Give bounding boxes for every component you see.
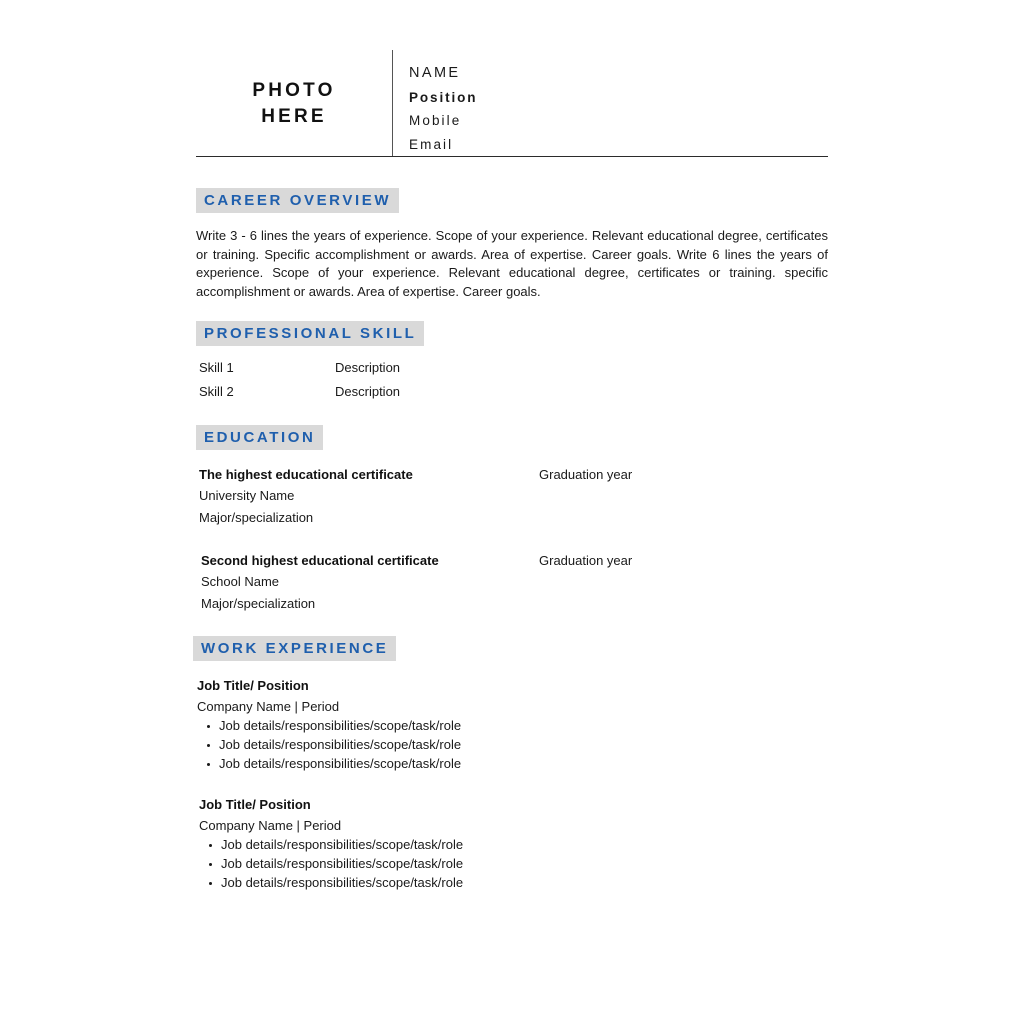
contact-block bbox=[409, 62, 809, 156]
resume-header bbox=[196, 50, 828, 157]
skill-description: Description bbox=[335, 360, 401, 375]
education-entry bbox=[199, 464, 799, 529]
section-heading-education: EDUCATION bbox=[196, 425, 323, 450]
section-heading-career-overview: CAREER OVERVIEW bbox=[196, 188, 399, 213]
photo-placeholder-line2: HERE bbox=[261, 105, 327, 127]
photo-placeholder-line1: PHOTO bbox=[252, 79, 336, 101]
section-heading-professional-skill: PROFESSIONAL SKILL bbox=[196, 321, 424, 346]
education-institution: School Name bbox=[201, 574, 280, 589]
education-major: Major/specialization bbox=[199, 510, 314, 525]
candidate-email: Email bbox=[409, 136, 454, 152]
job-detail-list bbox=[199, 836, 799, 892]
work-experience-entry bbox=[197, 675, 797, 773]
job-detail-item: Job details/responsibilities/scope/task/role bbox=[219, 736, 797, 755]
section-heading-work-experience: WORK EXPERIENCE bbox=[193, 636, 396, 661]
skill-name: Skill 2 bbox=[199, 384, 234, 399]
professional-skill-list bbox=[199, 360, 629, 408]
job-title: Job Title/ Position bbox=[199, 797, 311, 812]
job-detail-list bbox=[197, 717, 797, 773]
job-detail-item: Job details/responsibilities/scope/task/role bbox=[221, 836, 799, 855]
header-horizontal-rule bbox=[196, 156, 828, 157]
job-title: Job Title/ Position bbox=[197, 678, 309, 693]
job-detail-item: Job details/responsibilities/scope/task/role bbox=[219, 755, 797, 774]
work-experience-entry bbox=[199, 794, 799, 892]
education-certificate-title: Second highest educational certificate bbox=[201, 553, 439, 568]
candidate-position: Position bbox=[409, 89, 478, 105]
skill-row bbox=[199, 384, 629, 408]
career-overview-body: Write 3 - 6 lines the years of experience. Scope of your experience. Relevant educational degree, certificates or training. Specific accomplishment or awards. Area of expertise. Career goals. Write 6 lines the years of experience. Scope of your experience. Relevant educational degree, certificates or training. specific accomplishment or awards. Area of expertise. Career goals. bbox=[196, 228, 828, 299]
header-vertical-divider bbox=[392, 50, 393, 157]
skill-name: Skill 1 bbox=[199, 360, 234, 375]
candidate-name: NAME bbox=[409, 65, 461, 81]
education-graduation-year: Graduation year bbox=[539, 467, 633, 482]
photo-placeholder[interactable] bbox=[196, 50, 392, 157]
education-certificate-title: The highest educational certificate bbox=[199, 467, 413, 482]
skill-description: Description bbox=[335, 384, 401, 399]
education-major: Major/specialization bbox=[201, 596, 316, 611]
education-institution: University Name bbox=[199, 488, 295, 503]
education-entry bbox=[201, 550, 801, 615]
job-detail-item: Job details/responsibilities/scope/task/role bbox=[221, 855, 799, 874]
photo-placeholder-text bbox=[252, 78, 335, 129]
job-detail-item: Job details/responsibilities/scope/task/role bbox=[221, 874, 799, 893]
job-detail-item: Job details/responsibilities/scope/task/role bbox=[219, 717, 797, 736]
education-graduation-year: Graduation year bbox=[539, 553, 633, 568]
skill-row bbox=[199, 360, 629, 384]
job-company-period: Company Name | Period bbox=[199, 818, 342, 833]
job-company-period: Company Name | Period bbox=[197, 699, 340, 714]
candidate-mobile: Mobile bbox=[409, 113, 462, 128]
